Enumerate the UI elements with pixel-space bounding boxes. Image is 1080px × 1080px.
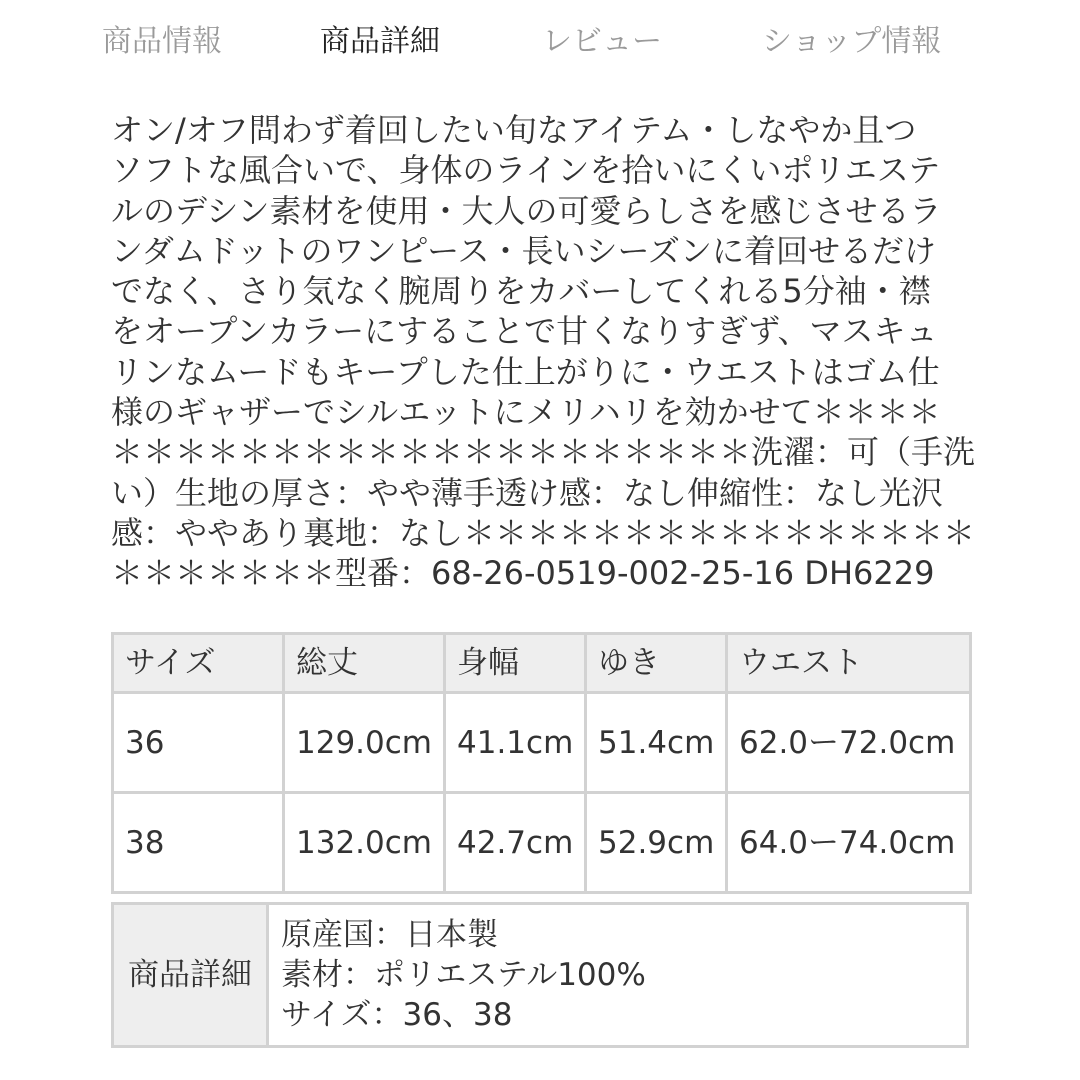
column-header-sleeve: ゆき: [586, 634, 727, 693]
size-table: [111, 632, 972, 894]
cell-total-length: 129.0cm: [284, 693, 445, 793]
cell-size: 36: [113, 693, 284, 793]
cell-sleeve: 51.4cm: [586, 693, 727, 793]
column-header-body-width: 身幅: [445, 634, 586, 693]
cell-waist: 62.0ー72.0cm: [727, 693, 971, 793]
table-row: [113, 793, 971, 893]
description-line: い）生地の厚さ：やや薄手透け感：なし伸縮性：なし光沢: [111, 473, 944, 512]
description-line: をオープンカラーにすることで甘くなりすぎず、マスキュ: [111, 312, 938, 351]
description-line: リンなムードもキープした仕上がりに・ウエストはゴム仕: [111, 352, 940, 391]
product-description: [111, 110, 976, 594]
cell-sleeve: 52.9cm: [586, 793, 727, 893]
column-header-total-length: 総丈: [284, 634, 445, 693]
tab-product-info[interactable]: 商品情報: [102, 24, 222, 59]
tab-product-details[interactable]: 商品詳細: [320, 24, 440, 59]
table-row: [113, 693, 971, 793]
column-header-waist: ウエスト: [727, 634, 971, 693]
description-line: ＊＊＊＊＊＊＊＊＊＊＊＊＊＊＊＊＊＊＊＊洗濯：可（手洗: [111, 433, 976, 472]
description-line: オン/オフ問わず着回したい旬なアイテム・しなやか且つ: [111, 111, 917, 149]
cell-size: 38: [113, 793, 284, 893]
description-line: ルのデシン素材を使用・大人の可愛らしさを感じさせるラ: [111, 191, 942, 230]
description-line: ソフトな風合いで、身体のラインを拾いにくいポリエステ: [111, 151, 941, 190]
detail-content: [268, 904, 968, 1047]
tab-reviews[interactable]: レビュー: [542, 24, 662, 59]
size-table-header-row: [113, 634, 971, 693]
cell-waist: 64.0ー74.0cm: [727, 793, 971, 893]
tab-shop-info[interactable]: ショップ情報: [762, 24, 942, 59]
detail-label: 商品詳細: [113, 904, 268, 1047]
description-line: 様のギャザーでシルエットにメリハリを効かせて＊＊＊＊: [111, 393, 941, 432]
detail-row: [113, 904, 968, 1047]
detail-material: 素材：ポリエステル100%: [281, 957, 646, 993]
cell-body-width: 42.7cm: [445, 793, 586, 893]
description-line: 感：ややあり裏地：なし＊＊＊＊＊＊＊＊＊＊＊＊＊＊＊＊: [111, 513, 976, 552]
cell-body-width: 41.1cm: [445, 693, 586, 793]
cell-total-length: 132.0cm: [284, 793, 445, 893]
description-line: ＊＊＊＊＊＊＊型番：68-26-0519-002-25-16 DH6229: [111, 554, 935, 593]
description-line: でなく、さり気なく腕周りをカバーしてくれる5分袖・襟: [111, 272, 931, 311]
description-line: ンダムドットのワンピース・長いシーズンに着回せるだけ: [111, 231, 936, 270]
detail-origin: 原産国：日本製: [281, 917, 498, 953]
tab-bar: [0, 0, 1080, 90]
detail-table: [111, 902, 969, 1048]
column-header-size: サイズ: [113, 634, 284, 693]
detail-sizes: サイズ：36、38: [281, 997, 513, 1033]
